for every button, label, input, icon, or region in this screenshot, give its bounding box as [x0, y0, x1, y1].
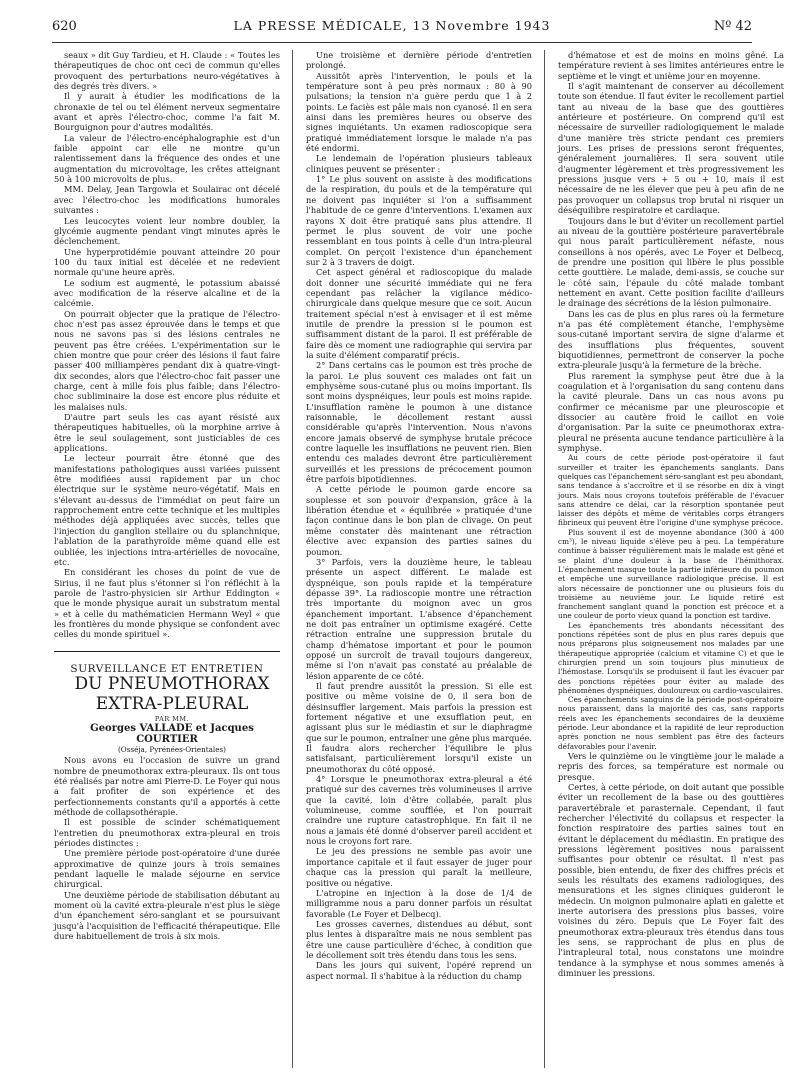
paragraph: Il y aurait à étudier les modifications de la chronaxie de tel ou tel élément nerveux segmentaire avant et après l'électro-choc, comme l'a fait M. Bourguignon pour d'autres modalités.	[54, 91, 280, 133]
paragraph: 2° Dans certains cas le poumon est très proche de la paroi. Le plus souvent ces malades ont fait un emphysème sous-cutané plus ou moins important. Ils sont moins dyspnéiques, leur pouls est moins rapide. L'insufflation ramène le poumon à une distance raisonnable, le décollement restant aussi considérable qu'après l'intervention. Nous n'avons encore jamais observé de symphyse brutale précoce contre laquelle les insufflations ne peuvent rien. Bien entendu ces malades devront être particulièrement surveillés et les pressions de précocement poumon être parfois bipotidiennes.	[306, 360, 532, 485]
paragraph: Plus rarement la symphyse peut être due à la coagulation et à l'organisation du sang contenu dans la cavité pleurale. Dans un cas nous avons pu confirmer ce mécanisme par une pleuroscopie et dissocier au cautère froid le caillot en voie d'organisation. Par la suite ce pneumothorax extra-pleural ne présenta aucune tendance particulière à la symphyse.	[558, 370, 784, 454]
small-paragraph: Ces épanchements sanguins de la période post-opératoire nous paraissent, dans la majorité des cas, sans rapports réels avec les épanchements secondaires de la deuxième période. Leur abondance et la rapidité de leur reproduction après ponction ne nous semblent pas être des facteurs défavorables pour l'avenir.	[558, 695, 784, 751]
paragraph: L'atropine en injection à la dose de 1/4 de milligramme nous a paru donner parfois un résultat favorable (Le Foyer et Delbecq).	[306, 887, 532, 919]
column-3	[558, 50, 784, 978]
paragraph: Une deuxième période de stabilisation débutant au moment où la cavité extra-pleurale n'est plus le siège d'un épanchement séro-sanglant et se poursuivant jusqu'à l'acquisition de l'efficacité thérapeutique. Elle dure habituellement de trois à six mois.	[54, 889, 280, 942]
paragraph: En considérant les choses du point de vue de Sirius, il ne faut plus s'étonner si l'on réfléchit à la parole de l'astro-physicien sir Arthur Eddington « que le monde physique aurait un substratum mental » et à celle du mathématicien Hermann Weyl « que les frontières du monde physique se confondent avec celles du monde spirituel ».	[54, 567, 280, 640]
paragraph: On pourrait objecter que la pratique de l'électro-choc n'est pas assez éprouvée dans le temps et que nous ne savons pas si des lésions centrales ne peuvent pas être créées. L'expérimentation sur le chien montre que pour créer des lésions il faut faire passer 400 milliampères pendant dix à quatre-vingt-dix secondes, alors que l'électro-choc fait passer une charge, cent à mille fois plus faible; dans l'électro-choc subliminaire la dose est encore plus réduite et les malaises nuls.	[54, 308, 280, 412]
column-2	[306, 50, 532, 981]
paragraph: A cette période le poumon garde encore sa souplesse et son pouvoir d'expansion, grâce à la libération étendue et « équilibrée » pratiquée d'une façon continue dans le bon plan de clivage. On peut même constater dès maintenant une rétraction élective avec expansion des parties saines du poumon.	[306, 484, 532, 557]
paragraph: La valeur de l'électro-encéphalographie est d'un faible appoint car elle ne montre qu'un ralentissement dans la fréquence des ondes et une augmentation du microvoltage, les crêtes atteignant 50 à 100 microvolts de plus.	[54, 132, 280, 185]
paragraph: Il est possible de scinder schématiquement l'entretien du pneumothorax extra-pleural en trois périodes distinctes :	[54, 817, 280, 849]
paragraph: Le lecteur pourrait être étonné que des manifestations pathologiques aussi variées puissent être modifiées aussi rapidement par un choc électrique sur le système neuro-végétatif. Mais en s'élevant au-dessus de l'immédiat on peut faire un rapprochement entre cette technique et les multiples méthodes déjà appliquées avec succès, telles que l'injection du ganglion stellaire ou du splanchnique, l'ablation de la parathyroïde même quand elle est oubliée, les injections intra-artérielles de novocaïne, etc.	[54, 453, 280, 567]
issue-number: Nº 42	[713, 19, 752, 34]
paragraph: D'autre part seuls les cas ayant résisté aux thérapeutiques habituelles, où la morphine arrive à être le seul soulagement, sont justiciables de ces applications.	[54, 412, 280, 454]
paragraph: Une hyperprotidémie pouvant atteindre 20 pour 100 du taux initial est décelée et ne redevient normale qu'une heure après.	[54, 246, 280, 278]
paragraph: Le lendemain de l'opération plusieurs tableaux cliniques peuvent se présenter :	[306, 153, 532, 174]
paragraph: Il s'agit maintenant de conserver au décollement toute son étendue. Il faut éviter le recollement partiel tant au niveau de la base que des gouttières antérieure et postérieure. On comprend qu'il est nécessaire de surveiller radiologiquement le malade d'une manière très stricte pendant ces premiers jours. Les prises de pressions seront fréquentes, généralement journalières. Il sera souvent utile d'augmenter légèrement et très progressivement les pressions jusque vers + 5 ou + 10, mais il est nécessaire de ne les élever que peu à peu afin de ne pas provoquer un collapsus trop brutal ni risquer un déséquilibre respiratoire et cardiaque.	[558, 81, 784, 216]
paragraph: Vers le quinzième ou le vingtième jour le malade a repris des forces, sa température est normale ou presque.	[558, 750, 784, 782]
paragraph: Dans les cas de plus en plus rares où la fermeture n'a pas été complètement étanche, l'emphysème sous-cutané important servira de signe d'alarme et des insufflations plus fréquentes, souvent biquotidiennes, permettront de conserver la poche extra-pleurale jusqu'à la fermeture de la brèche.	[558, 308, 784, 371]
paragraph: Il faut prendre aussitôt la pression. Si elle est positive ou même voisine de 0, il sera bon de désinsuffler largement. Mais parfois la pression est fortement négative et une exsufflation peut, en agissant plus sur le médiastin et sur le diaphragme que sur le poumon, entraîner une gêne plus marquée. Il faudra alors rechercher l'équilibre le plus satisfaisant, particulièrement lorsqu'il existe un pneumothorax du côté opposé.	[306, 680, 532, 774]
article-kicker: SURVEILLANCE ET ENTRETIEN	[70, 662, 264, 675]
running-header	[52, 18, 752, 43]
column-divider	[544, 50, 545, 1068]
paragraph: Une première période post-opératoire d'une durée approximative de quinze jours à trois semaines pendant laquelle le malade séjourne en service chirurgical.	[54, 848, 280, 890]
paragraph: Les grosses cavernes, distendues au début, sont plus lentes à disparaître mais ne nous semblent pas être une cause particulière d'échec, à condition que le décollement soit très étendu dans tous les sens.	[306, 918, 532, 960]
article-authors: Georges VALLADE et Jacques COURTIER	[90, 723, 254, 745]
small-paragraph: Au cours de cette période post-opératoire il faut surveiller et traiter les épanchements sanglants. Dans quelques cas l'épanchement séro-sanglant est peu abondant, sans tendance à s'accroître et il se résorbe en dix à vingt jours. Mais nous croyons toutefois préférable de l'évacuer sans attendre ce délai, car la résorption spontanée peut laisser des dépôts et même de véritables corps étrangers fibrineux qui peuvent être l'origine d'une symphyse précoce.	[558, 453, 784, 528]
column-divider	[292, 50, 293, 1068]
section-rule	[54, 651, 280, 652]
article-title-line-2: EXTRA-PLEURAL	[95, 693, 249, 714]
small-paragraph: Plus souvent il est de moyenne abondance (300 à 400 cm³), le niveau liquide s'élève peu à peu. La température continue à baisser régulièrement mais le malade est gêné et se plaint d'une douleur à la base de l'hémithorax. L'épanchement masque toute la partie inférieure du poumon et empêche une surveillance radiologique précise. Il est alors nécessaire de ponctionner une ou plusieurs fois du troisième au neuvième jour. Le liquide retiré est franchement sanglant quand la ponction est précoce et a une couleur de porto vieux quand la ponction est tardive.	[558, 527, 784, 621]
page-number: 620	[52, 19, 77, 34]
running-title: LA PRESSE MÉDICALE, 13 Novembre 1943	[233, 18, 551, 33]
paragraph: MM. Delay, Jean Targowla et Soulairac ont décelé avec l'électro-choc les modifications humorales suivantes :	[54, 184, 280, 216]
small-paragraph: Les épanchements très abondants nécessitant des ponctions répétées sont de plus en plus rares depuis que nous préparons plus soigneusement nos malades par une thérapeutique appropriée (calcium et vitamine C) et que le chirurgien prend un soin toujours plus minutieux de l'hémostase. Lorsqu'ils se produisent il faut les évacuer par des ponctions répétées pour éviter au malade des phénomènes dyspnéiques, douloureux ou cardio-vasculaires.	[558, 620, 784, 695]
byline-par: PAR MM.	[154, 714, 190, 723]
paragraph: Une troisième et dernière période d'entretien prolongé.	[306, 50, 532, 71]
paragraph: Le jeu des pressions ne semble pas avoir une importance capitale et il faut essayer de juger pour chaque cas la pression qui paraît la meilleure, positive ou négative.	[306, 846, 532, 888]
paragraph: Aussitôt après l'intervention, le pouls et la température sont à peu près normaux : 80 à 90 pulsations; la tension n'a guère perdu que 1 à 2 points. Le faciès est pâle mais non cyanosé. Il en sera ainsi dans les premières heures ou observe des signes inquiétants. Un examen radioscopique sera pratiqué immédiatement lorsque le malade n'a pas été endormi.	[306, 70, 532, 154]
paragraph: 3° Parfois, vers la douzième heure, le tableau présente un aspect différent. Le malade est dyspnéique, son pouls rapide et la température dépasse 39°. La radioscopie montre une rétraction très importante du moignon avec un gros épanchement important. L'absence d'épanchement ne doit pas entraîner un optimisme exagéré. Cette rétraction entraîne une suppression brutale du champ d'hématose important et pour le poumon opposé un surcroît de travail toujours dangereux, même si l'on n'avait pas constaté au préalable de lésion apparente de ce côté.	[306, 556, 532, 681]
small-print-block	[558, 453, 784, 751]
paragraph: Cet aspect général et radioscopique du malade doit donner une sécurité immédiate qui ne fera cependant pas relâcher la vigilance médico-chirurgicale dans quelque mesure que ce soit. Aucun traitement spécial n'est à envisager et il est même inutile de prendre la pression si le poumon est suffisamment distant de la paroi. Il est préférable de faire dès ce moment une radiographie qui servira par la suite d'élément comparatif précis.	[306, 267, 532, 360]
paragraph: Le sodium est augmenté, le potassium abaissé avec modification de la réserve alcaline et de la calcémie.	[54, 277, 280, 309]
article-title-line-1: DU PNEUMOTHORAX	[74, 673, 270, 694]
paragraph: Certes, à cette période, on doit autant que possible éviter un recollement de la base ou des gouttières paravertébrale et parasternale. Cependant, il faut rechercher l'électivité du collapsus et respecter la fonction respiratoire des parties saines tout en évitant le déplacement du médiastin. En pratique des pressions légèrement positives nous paraissent suffisantes pour obtenir ce résultat. Il n'est pas possible, bien entendu, de fixer des chiffres précis et seuls les résultats des examens radiologiques, des mensurations et les signes cliniques guideront le médecin. Un moignon pulmonaire aplati en galette et inerte autorisera des pressions plus basses, voire voisines du zéro. Depuis que Le Foyer fait des pneumothorax extra-pleuraux très étendus dans tous les sens, se rapprochant de plus en plus de l'intrapleural total, nous constatons une moindre tendance à la symphyse et nous sommes amenés à diminuer les pressions.	[558, 781, 784, 979]
paragraph: Dans les jours qui suivent, l'opéré reprend un aspect normal. Il s'habitue à la réduction du champ	[306, 960, 532, 981]
author-affiliation: (Osséja, Pyrénées-Orientales)	[118, 744, 226, 754]
paragraph: 4° Lorsque le pneumothorax extra-pleural a été pratiqué sur des cavernes très volumineuses il arrive que la cavité, loin d'être collabée, paraît plus volumineuse, comme soufflée, et l'on pourrait craindre une rupture catastrophique. En fait il ne nous a jamais été donné d'observer pareil accident et nous le croyons fort rare.	[306, 774, 532, 847]
paragraph: d'hématose et est de moins en moins gêné. La température revient à ses limites antérieures entre le septième et le vingt et unième jour en moyenne.	[558, 50, 784, 81]
paragraph: Nous avons eu l'occasion de suivre un grand nombre de pneumothorax extra-pleuraux. Ils ont tous été réalisés par notre ami Pierre-D. Le Foyer qui nous a fait profiter de son expérience et des perfectionnements constants qu'il a apportés à cette méthode de collapsothérapie.	[54, 755, 280, 818]
paragraph: 1° Le plus souvent on assiste à des modifications de la respiration, du pouls et de la température qui ne doivent pas inquiéter si l'on a suffisamment l'habitude de ce genre d'interventions. L'examen aux rayons X doit être pratiqué sans plus attendre. Il permet le plus souvent de voir une poche ressemblant en tous points à celle d'un intra-pleural complet. On perçoit l'existence d'un épanchement sur 2 à 3 travers de doigt.	[306, 174, 532, 267]
paragraph: Toujours dans le but d'éviter un recollement partiel au niveau de la gouttière postérieure paravertébrale qui nous paraît particulièrement néfaste, nous conseillons à nos opérés, avec Le Foyer et Delbecq, de prendre une position qui libère le plus possible cette gouttière. Le malade, demi-assis, se couche sur le côté sain, l'épaule du côté malade tombant nettement en avant. Cette position facilite d'ailleurs le drainage des sécrétions de la lésion pulmonaire.	[558, 215, 784, 309]
column-1	[54, 50, 280, 942]
paragraph: seaux » dit Guy Tardieu, et H. Claude : « Toutes les thérapeutiques de choc ont ceci de commun qu'elles provoquent des perturbations neuro-végétatives à des degrés très divers. »	[54, 50, 280, 92]
paragraph: Les leucocytes voient leur nombre doubler, la glycémie augmente pendant vingt minutes après le déclenchement.	[54, 215, 280, 247]
